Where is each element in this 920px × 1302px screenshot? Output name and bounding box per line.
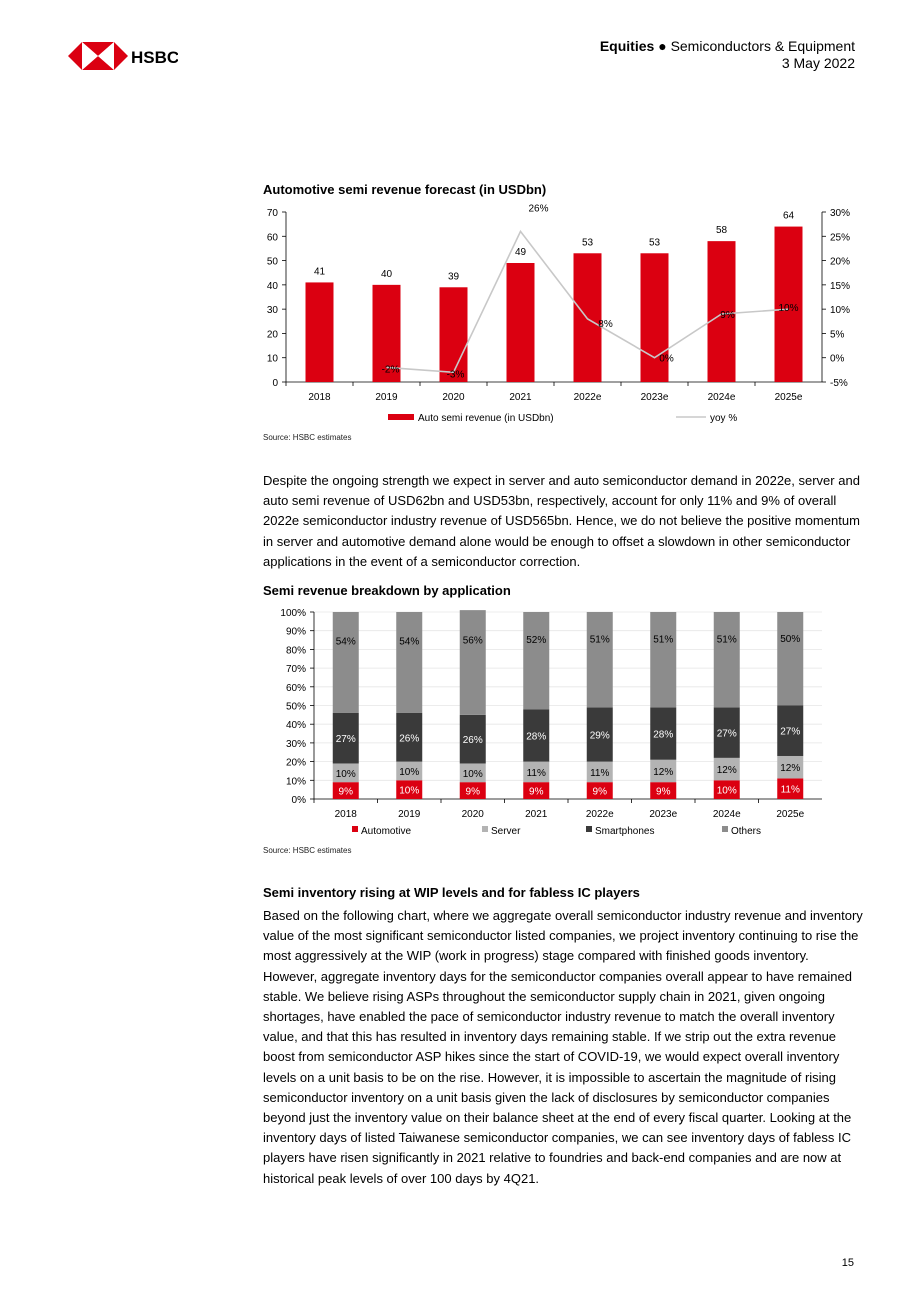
y-tick-label: 30 [266, 305, 278, 317]
y-tick-label: 90% [285, 626, 306, 638]
segment-label-others: 52% [526, 635, 547, 647]
revenue-bar-label: 58 [715, 225, 728, 237]
segment-label-automotive: 9% [465, 786, 480, 798]
x-tick-label: 2022e [585, 809, 614, 820]
legend-label-server: Server [491, 826, 521, 837]
legend-label-others: Others [731, 826, 762, 837]
y-tick-label: 0 [272, 378, 278, 389]
header-date: 3 May 2022 [781, 55, 855, 71]
segment-label-automotive: 10% [399, 785, 420, 797]
segment-label-server: 10% [399, 766, 420, 778]
legend-swatch-server [482, 826, 488, 832]
segment-others [777, 612, 803, 706]
segment-label-automotive: 11% [780, 784, 800, 796]
revenue-bar [306, 282, 334, 382]
chart2-title: Semi revenue breakdown by application [263, 583, 511, 598]
x-tick-label: 2019 [375, 392, 398, 403]
yoy-label: -3% [446, 369, 465, 381]
chart1-source: Source: HSBC estimates [263, 433, 352, 442]
revenue-bar [507, 263, 535, 382]
segment-label-automotive: 9% [592, 786, 607, 798]
segment-label-others: 50% [780, 634, 801, 646]
x-tick-label: 2020 [461, 809, 484, 820]
segment-label-smartphones: 28% [526, 731, 547, 743]
segment-label-automotive: 9% [338, 786, 353, 798]
y2-tick-label: 10% [830, 305, 851, 317]
segment-label-server: 10% [462, 768, 483, 780]
x-tick-label: 2019 [398, 809, 421, 820]
revenue-bar-label: 53 [581, 237, 594, 249]
segment-label-smartphones: 29% [589, 730, 610, 742]
y2-tick-label: 30% [830, 208, 851, 219]
segment-label-automotive: 10% [716, 785, 737, 797]
revenue-breakdown-chart [250, 600, 870, 842]
x-tick-label: 2025e [776, 809, 805, 820]
segment-others [460, 610, 486, 715]
y-tick-label: 20 [266, 329, 278, 341]
segment-label-smartphones: 26% [462, 735, 483, 747]
y-tick-label: 100% [280, 608, 306, 619]
y2-tick-label: 20% [830, 256, 851, 268]
segment-label-others: 54% [399, 636, 420, 648]
segment-label-server: 12% [716, 765, 737, 777]
legend-label-revenue: Auto semi revenue (in USDbn) [418, 413, 554, 424]
revenue-bar-label: 39 [447, 271, 460, 283]
y2-tick-label: 15% [830, 280, 851, 292]
yoy-label: 26% [528, 203, 549, 215]
legend-swatch-others [722, 826, 728, 832]
y-tick-label: 70% [285, 664, 306, 676]
header-subsection: Semiconductors & Equipment [670, 38, 855, 54]
segment-label-others: 51% [589, 634, 610, 646]
segment-others [523, 612, 549, 709]
y-tick-label: 50% [285, 701, 306, 713]
y-tick-label: 10% [285, 776, 306, 788]
x-tick-label: 2018 [334, 809, 357, 820]
x-tick-label: 2021 [509, 392, 532, 403]
yoy-label: 9% [720, 310, 735, 321]
segment-others [650, 612, 676, 707]
chart1-title: Automotive semi revenue forecast (in USDbn) [263, 182, 547, 197]
x-tick-label: 2023e [649, 809, 678, 820]
y-tick-label: 40 [266, 280, 278, 292]
revenue-bar-label: 40 [380, 268, 393, 280]
segment-label-server: 12% [653, 766, 674, 778]
yoy-label: 10% [778, 303, 799, 315]
x-tick-label: 2023e [640, 392, 669, 403]
legend-swatch-revenue [388, 414, 414, 420]
segment-label-server: 10% [335, 768, 356, 780]
yoy-label: -2% [381, 364, 400, 376]
segment-label-smartphones: 27% [335, 734, 356, 746]
segment-label-others: 51% [653, 634, 674, 646]
segment-label-others: 51% [716, 634, 737, 646]
yoy-label: 8% [598, 318, 613, 330]
segment-label-others: 54% [335, 636, 356, 648]
revenue-bar-label: 64 [782, 210, 795, 222]
legend-swatch-smartphones [586, 826, 592, 832]
segment-others [396, 612, 422, 713]
paragraph-1: Despite the ongoing strength we expect in server and auto semiconductor demand in 2022e, server and auto semi revenue of USD62bn and USD53bn, respectively, account for only 11% and 9% of overall 2022e semiconductor industry revenue of USD565bn. Hence, we do not believe the positive momentum in server and automotive demand alone would be enough to offset a slowdown in other semiconductor applications in the event of a semiconductor correction. [263, 473, 860, 569]
legend-label-automotive: Automotive [361, 826, 412, 837]
segment-label-smartphones: 27% [716, 728, 737, 740]
x-tick-label: 2021 [525, 809, 548, 820]
yoy-label: 0% [659, 353, 674, 365]
y-tick-label: 60 [266, 232, 278, 244]
y-tick-label: 80% [285, 645, 306, 657]
revenue-bar [440, 287, 468, 382]
y2-tick-label: 25% [830, 232, 851, 244]
legend-swatch-automotive [352, 826, 358, 832]
hsbc-logo [68, 40, 178, 72]
header-bullet: ● [658, 38, 667, 54]
page-header [600, 38, 855, 72]
segment-label-server: 11% [526, 767, 546, 779]
hsbc-wordmark: HSBC [131, 48, 178, 67]
revenue-bar-label: 41 [313, 266, 326, 278]
section-title: Semi inventory rising at WIP levels and for fabless IC players [263, 885, 640, 900]
x-tick-label: 2025e [774, 392, 803, 403]
y2-tick-label: 0% [830, 353, 845, 365]
y-tick-label: 50 [266, 256, 278, 268]
header-section: Equities [599, 38, 655, 54]
y-tick-label: 20% [285, 757, 306, 769]
x-tick-label: 2020 [442, 392, 465, 403]
segment-label-smartphones: 26% [399, 733, 420, 745]
paragraph-2: Based on the following chart, where we aggregate overall semiconductor industry revenue and inventory value of the most significant semiconductor listed companies, we project inventory continuing to rise the most aggressively at the WIP (work in progress) stage compared with finished goods inventory. However, aggregate inventory days for the semiconductor companies overall appear to have remained stable. We believe rising ASPs throughout the semiconductor supply chain in 2021, given ongoing shortages, have enabled the pace of semiconductor industry revenue to match the overall inventory value, and that this has resulted in inventory days remaining stable. If we strip out the extra revenue boost from semiconductor ASP hikes since the start of COVID-19, we would expect overall inventory levels on a unit basis to be on the rise. However, it is impossible to ascertain the magnitude of rising semiconductor inventory on a unit basis given the lack of disclosures by semiconductor companies beyond just the inventory value on their balance sheet at the end of every fiscal quarter. Looking at the inventory days of listed Taiwanese semiconductor companies, we can see inventory days of fabless IC players have risen significantly in 2021 relative to foundries and back-end companies and are now at historical peak levels of over 100 days by 4Q21. [263, 908, 863, 1186]
chart2-source: Source: HSBC estimates [263, 846, 352, 855]
x-tick-label: 2024e [707, 392, 736, 403]
segment-others [333, 612, 359, 713]
segment-label-others: 56% [462, 635, 483, 647]
y2-tick-label: -5% [830, 378, 848, 389]
page-number: 15 [841, 1257, 854, 1269]
y-tick-label: 0% [291, 795, 306, 806]
revenue-bar-label: 53 [648, 237, 661, 249]
revenue-bar-label: 49 [514, 247, 527, 258]
segment-label-server: 12% [780, 763, 801, 775]
legend-label-smartphones: Smartphones [595, 826, 655, 837]
segment-others [714, 612, 740, 707]
segment-others [587, 612, 613, 707]
legend-label-yoy: yoy % [710, 413, 738, 424]
y-tick-label: 60% [285, 682, 306, 694]
y-tick-label: 10 [266, 353, 278, 365]
segment-label-server: 11% [590, 767, 610, 779]
segment-label-smartphones: 28% [653, 729, 674, 741]
auto-revenue-chart [250, 198, 870, 430]
segment-label-smartphones: 27% [780, 726, 801, 738]
x-tick-label: 2024e [712, 809, 741, 820]
y-tick-label: 40% [285, 720, 306, 732]
segment-label-automotive: 9% [656, 786, 671, 798]
segment-label-automotive: 9% [529, 786, 544, 798]
y-tick-label: 30% [285, 738, 306, 750]
x-tick-label: 2022e [573, 392, 602, 403]
y-tick-label: 70 [266, 208, 278, 219]
x-tick-label: 2018 [308, 392, 331, 403]
y2-tick-label: 5% [830, 329, 845, 341]
